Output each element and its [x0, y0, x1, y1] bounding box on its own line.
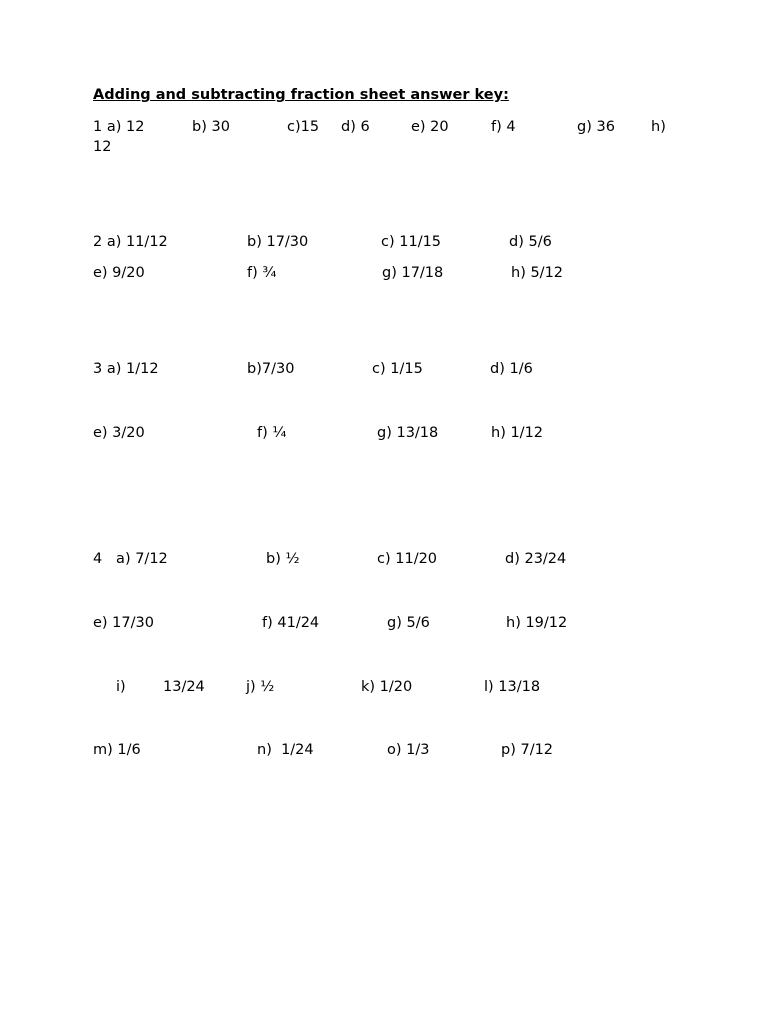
answer-4k: k) 1/20 [361, 679, 413, 695]
answer-3d: d) 1/6 [490, 361, 533, 377]
answer-2a: 2 a) 11/12 [93, 234, 168, 250]
answer-2h: h) 5/12 [511, 265, 564, 281]
answer-4m: m) 1/6 [93, 742, 141, 758]
answer-4l: l) 13/18 [484, 679, 541, 695]
answer-3g: g) 13/18 [377, 425, 439, 441]
page-title: Adding and subtracting fraction sheet answer key: [93, 87, 509, 103]
answer-2c: c) 11/15 [381, 234, 442, 250]
answer-4e: e) 17/30 [93, 615, 154, 631]
answer-2f: f) ¾ [247, 265, 277, 281]
answer-3f: f) ¼ [257, 425, 287, 441]
answer-4b: b) ½ [266, 551, 300, 567]
answer-1b: b) 30 [192, 119, 230, 135]
answer-4o: o) 1/3 [387, 742, 430, 758]
answer-1h-value: 12 [93, 139, 112, 155]
answer-4d: d) 23/24 [505, 551, 567, 567]
answer-1f: f) 4 [491, 119, 516, 135]
answer-4f: f) 41/24 [262, 615, 320, 631]
answer-1d: d) 6 [341, 119, 370, 135]
answer-1g: g) 36 [577, 119, 615, 135]
answer-4j: j) ½ [246, 679, 275, 695]
answer-3a: 3 a) 1/12 [93, 361, 159, 377]
answer-1c: c)15 [287, 119, 320, 135]
answer-2b: b) 17/30 [247, 234, 309, 250]
answer-3e: e) 3/20 [93, 425, 145, 441]
answer-4i-label: i) [116, 679, 126, 695]
answer-2e: e) 9/20 [93, 265, 145, 281]
answer-2g: g) 17/18 [382, 265, 444, 281]
answer-3b: b)7/30 [247, 361, 295, 377]
answer-4h: h) 19/12 [506, 615, 568, 631]
answer-4c: c) 11/20 [377, 551, 438, 567]
answer-4a: 4 a) 7/12 [93, 551, 168, 567]
answer-4p: p) 7/12 [501, 742, 554, 758]
answer-1a: 1 a) 12 [93, 119, 145, 135]
answer-3c: c) 1/15 [372, 361, 423, 377]
answer-1h-label: h) [651, 119, 666, 135]
answer-1e: e) 20 [411, 119, 449, 135]
answer-4n: n) 1/24 [257, 742, 314, 758]
answer-3h: h) 1/12 [491, 425, 544, 441]
answer-2d: d) 5/6 [509, 234, 552, 250]
answer-4g: g) 5/6 [387, 615, 430, 631]
answer-4i-value: 13/24 [163, 679, 205, 695]
